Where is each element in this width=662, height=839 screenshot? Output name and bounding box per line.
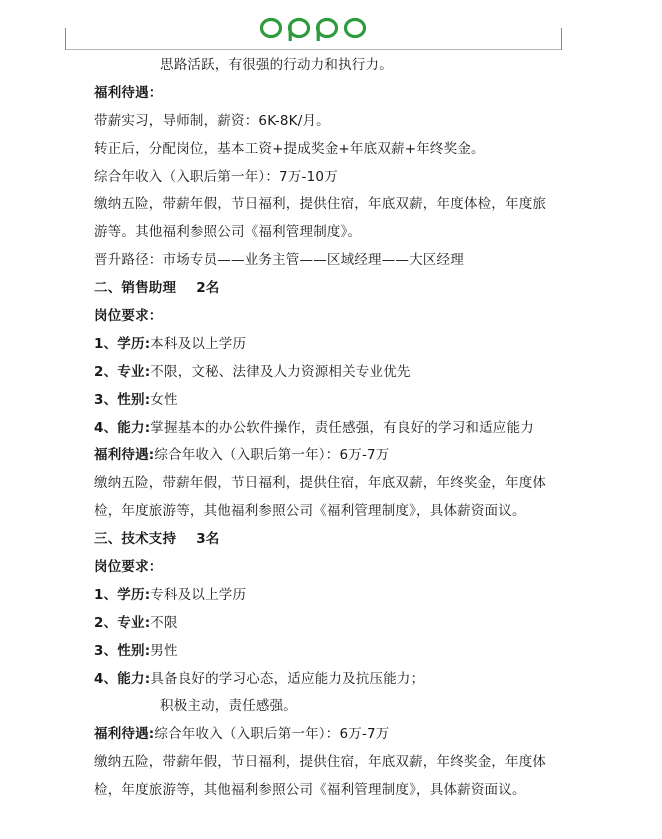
text-line: 综合年收入（入职后第一年）：7万-10万 [94,168,338,185]
section-label: 岗位要求： [94,559,163,576]
header-corner-left [65,28,66,50]
requirement-line [94,582,594,610]
position-heading [94,275,594,303]
position-count: 3名 [196,531,220,548]
text-line: 游等。其他福利参照公司《福利管理制度》。 [94,224,362,241]
requirement-line [94,331,594,359]
position-heading [94,526,594,554]
requirement-label: 3、性别: [94,391,151,408]
header-rule [66,49,561,50]
benefit-label: 福利待遇: [94,726,155,743]
benefit-value: 综合年收入（入职后第一年）：6万-7万 [154,726,390,743]
requirement-label: 1、学历: [94,335,151,352]
requirement-value: 男性 [150,642,178,659]
requirement-label: 2、专业: [94,614,151,631]
requirement-line [94,638,594,666]
requirement-label: 3、性别: [94,642,151,659]
section-label: 福利待遇： [94,84,163,101]
text-line: 缴纳五险，带薪年假，节日福利，提供住宿，年底双薪，年终奖金，年度体 [94,475,547,492]
requirement-line [94,666,594,694]
text-line: 带薪实习，导师制，薪资：6K-8K/月。 [94,112,330,129]
text-line: 思路活跃，有很强的行动力和执行力。 [160,57,393,73]
benefit-line [94,442,594,470]
text-line: 晋升路径：市场专员——业务主管——区域经理——大区经理 [94,252,464,269]
position-count: 2名 [196,280,220,297]
text-line: 缴纳五险，带薪年假，节日福利，提供住宿，年底双薪，年终奖金，年度体 [94,754,547,771]
requirement-value: 不限 [150,614,178,631]
requirement-line [94,415,594,443]
benefit-value: 综合年收入（入职后第一年）：6万-7万 [154,447,390,464]
oppo-logo [258,14,368,42]
requirement-label: 2、专业: [94,363,151,380]
requirement-line [94,387,594,415]
requirement-label: 1、学历: [94,586,151,603]
header-corner-right [561,28,562,50]
page-header [0,0,662,52]
requirement-value: 具备良好的学习心态，适应能力及抗压能力； [150,670,425,687]
document-body [94,52,594,805]
requirement-label: 4、能力: [94,419,151,436]
requirement-value: 不限，文秘、法律及人力资源相关专业优先 [150,363,411,380]
requirement-value: 本科及以上学历 [150,335,247,352]
text-line: 转正后，分配岗位，基本工资+提成奖金+年底双薪+年终奖金。 [94,140,485,157]
requirement-line [94,610,594,638]
text-line: 检，年度旅游等，其他福利参照公司《福利管理制度》，具体薪资面议。 [94,782,526,799]
requirement-label: 4、能力: [94,670,151,687]
position-title: 二、销售助理 [94,280,177,297]
text-line: 积极主动，责任感强。 [160,698,297,715]
position-title: 三、技术支持 [94,531,177,548]
text-line: 检，年度旅游等，其他福利参照公司《福利管理制度》，具体薪资面议。 [94,503,526,520]
requirement-line [94,359,594,387]
section-label: 岗位要求： [94,308,163,325]
benefit-label: 福利待遇: [94,447,155,464]
requirement-value: 女性 [150,391,178,408]
requirement-value: 掌握基本的办公软件操作，责任感强，有良好的学习和适应能力 [150,419,534,436]
text-line: 缴纳五险，带薪年假，节日福利，提供住宿，年底双薪，年度体检，年度旅 [94,196,547,213]
requirement-value: 专科及以上学历 [150,586,247,603]
benefit-line [94,721,594,749]
